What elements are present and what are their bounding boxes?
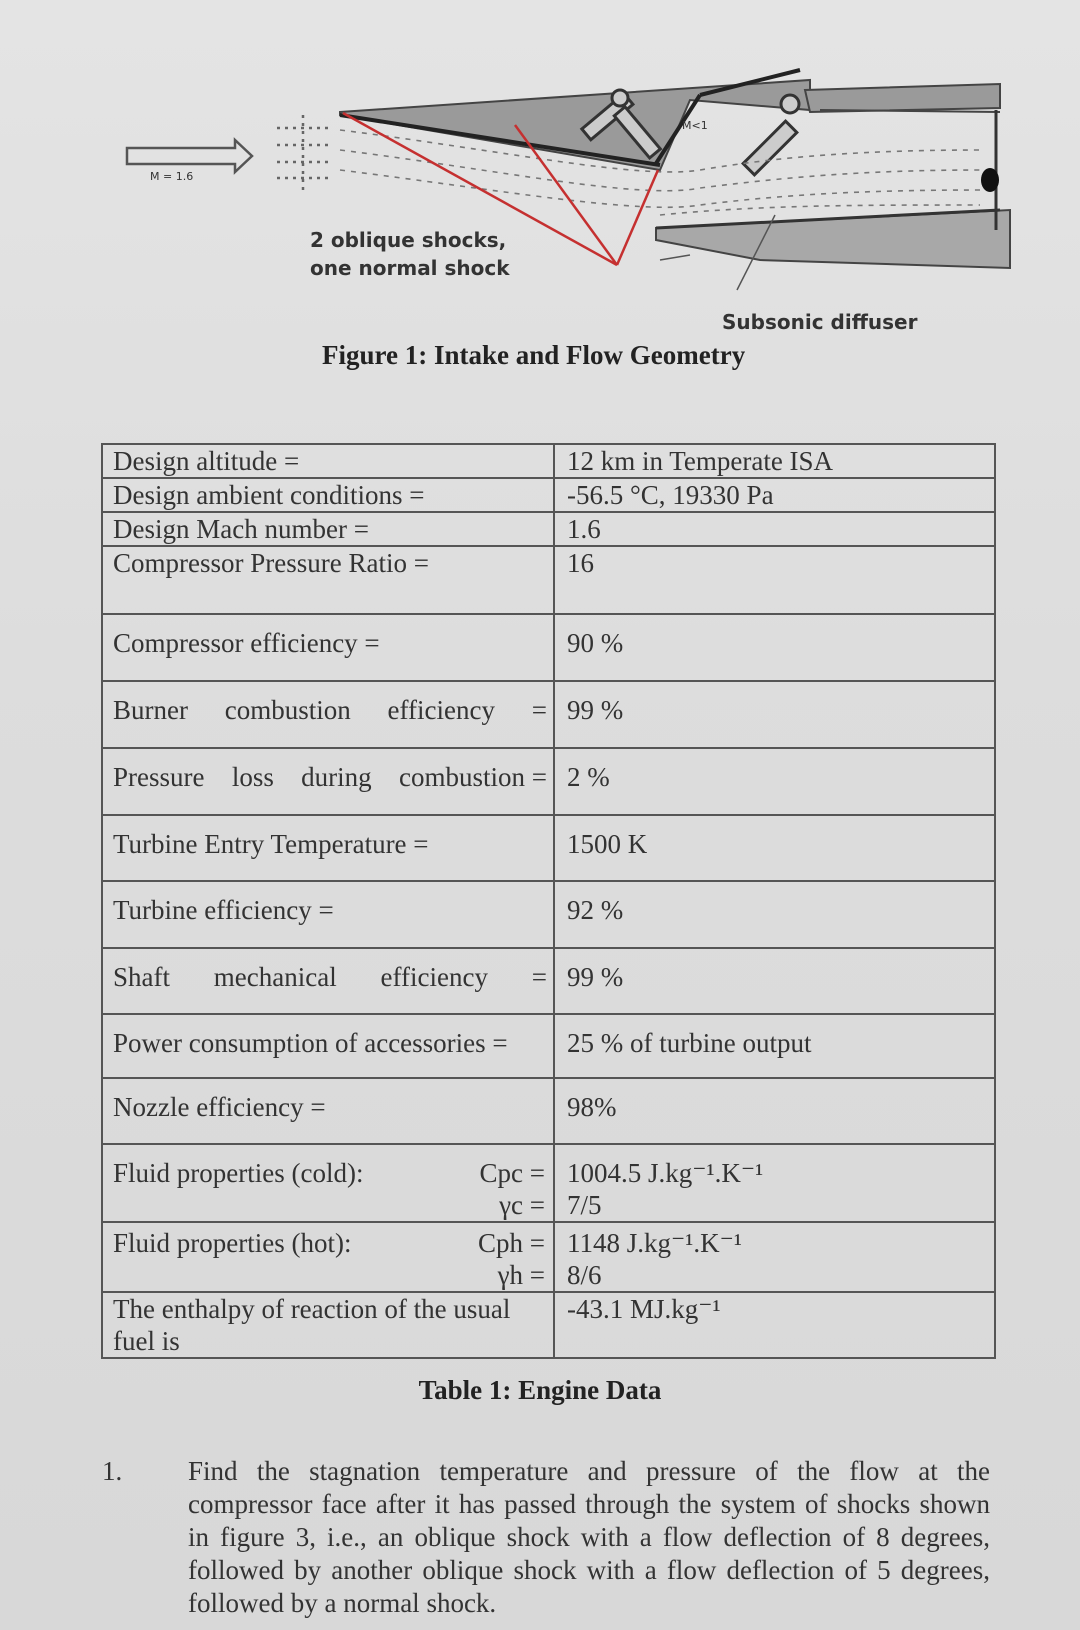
row-label: Turbine Entry Temperature = <box>102 815 554 881</box>
row-value: 92 % <box>554 881 995 948</box>
row-label: Design Mach number = <box>102 512 554 546</box>
cowl-lower <box>656 210 1010 268</box>
table-row <box>102 881 995 948</box>
table-row <box>102 1014 995 1078</box>
table-row <box>102 1078 995 1144</box>
row-value: 98% <box>554 1078 995 1144</box>
table-caption: Table 1: Engine Data <box>418 1375 662 1405</box>
intake-figure <box>0 0 1080 420</box>
table-row <box>102 512 995 546</box>
upper-ramp <box>340 70 810 170</box>
row-label: The enthalpy of reaction of the usual fuel is <box>102 1292 554 1358</box>
table-row <box>102 948 995 1014</box>
row-value: 25 % of turbine output <box>554 1014 995 1078</box>
diffuser-label: Subsonic diffuser <box>722 310 918 334</box>
row-value: 16 <box>554 546 995 614</box>
row-label <box>102 1144 554 1222</box>
row-value: 1.6 <box>554 512 995 546</box>
fluid-hot-label: Fluid properties (hot): Cph = γh = <box>113 1228 545 1290</box>
row-label <box>102 748 554 815</box>
row-value: 12 km in Temperate ISA <box>554 444 995 478</box>
question-number: 1. <box>102 1456 123 1486</box>
justified-label: Burner combustion efficiency = <box>113 695 547 725</box>
engine-data-table <box>101 443 996 1359</box>
throat-mach-label: M<1 <box>682 119 708 132</box>
table-row <box>102 1292 995 1358</box>
row-value: 1148 J.kg⁻¹.K⁻¹ 8/6 <box>554 1222 995 1292</box>
inlet-streamlines <box>277 115 330 190</box>
table-row <box>102 478 995 512</box>
row-value: -43.1 MJ.kg⁻¹ <box>554 1292 995 1358</box>
row-label: Turbine efficiency = <box>102 881 554 948</box>
shock-system-label-line2: one normal shock <box>310 256 510 280</box>
row-value: 99 % <box>554 948 995 1014</box>
shock-system-label-line1: 2 oblique shocks, <box>310 228 507 252</box>
row-label <box>102 1222 554 1292</box>
table-row <box>102 1222 995 1292</box>
row-label: Design ambient conditions = <box>102 478 554 512</box>
table-row <box>102 614 995 681</box>
table-row <box>102 681 995 748</box>
row-value: 2 % <box>554 748 995 815</box>
table-row <box>102 748 995 815</box>
cowl-upper <box>805 84 1000 112</box>
table-row <box>102 444 995 478</box>
row-label: Design altitude = <box>102 444 554 478</box>
question-text: Find the stagnation temperature and pressure of the flow at the compressor face after it has passed through the system of shocks shown in figure 3, i.e., an oblique shock with a flow deflection of 8 degrees, followed by another oblique shock with a flow deflection of 5 degrees, followed by a normal shock. <box>188 1456 990 1618</box>
row-value: -56.5 °C, 19330 Pa <box>554 478 995 512</box>
row-value: 90 % <box>554 614 995 681</box>
row-label: Nozzle efficiency = <box>102 1078 554 1144</box>
row-label <box>102 681 554 748</box>
row-value: 99 % <box>554 681 995 748</box>
freestream-mach-label: M = 1.6 <box>150 170 194 183</box>
row-value: 1004.5 J.kg⁻¹.K⁻¹ 7/5 <box>554 1144 995 1222</box>
table-row <box>102 815 995 881</box>
justified-label: Pressure loss during combustion = <box>113 762 547 792</box>
fluid-cold-label: Fluid properties (cold): Cpc = γc = <box>113 1158 545 1220</box>
row-label: Compressor efficiency = <box>102 614 554 681</box>
justified-label: Shaft mechanical efficiency = <box>113 962 547 992</box>
figure-caption: Figure 1: Intake and Flow Geometry <box>322 340 746 370</box>
table-row <box>102 1144 995 1222</box>
row-value: 1500 K <box>554 815 995 881</box>
row-label: Power consumption of accessories = <box>102 1014 554 1078</box>
row-label <box>102 948 554 1014</box>
table-row <box>102 546 995 614</box>
row-label: Compressor Pressure Ratio = <box>102 546 554 614</box>
